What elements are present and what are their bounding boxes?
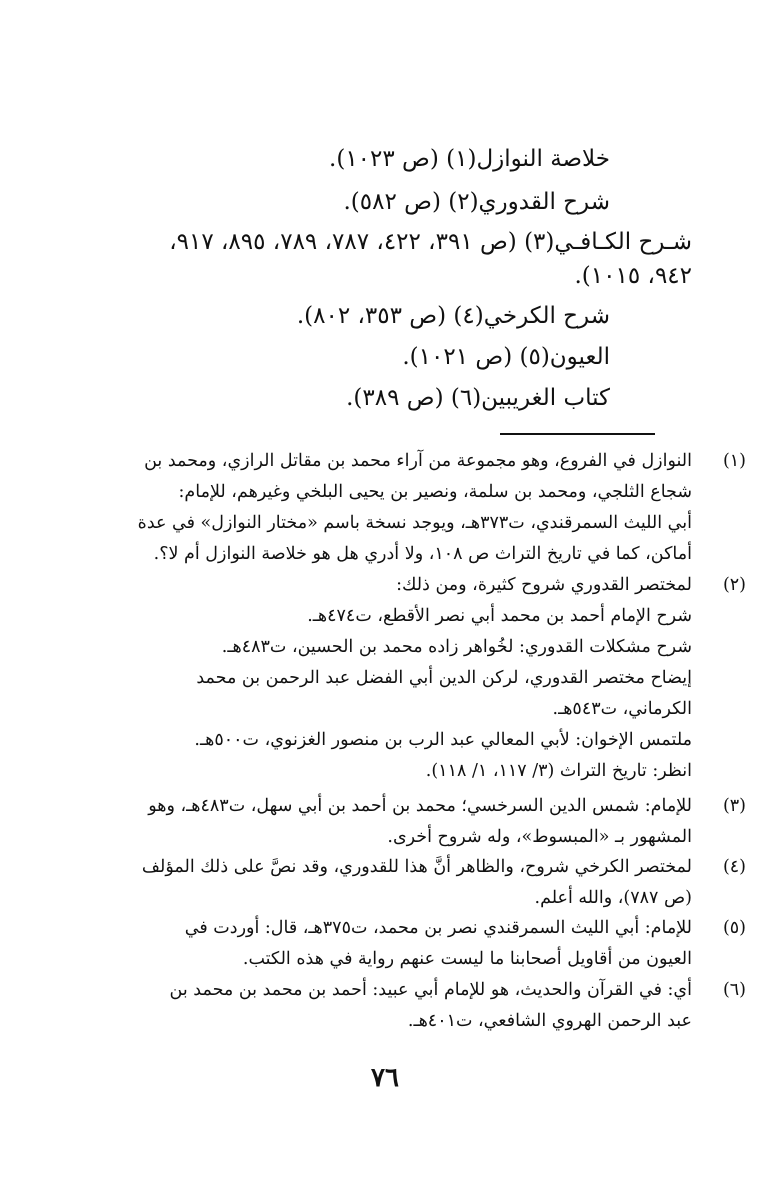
- main-line-3-continued: ٩٤٢، ١٠١٥).: [574, 263, 692, 289]
- footnote-line: للإمام: أبي الليث السمرقندي نصر بن محمد، ت٣٧٥هـ، قال: أوردت في: [184, 918, 692, 938]
- main-line-1: خلاصة النوازل(١) (ص ١٠٢٣).: [329, 146, 610, 172]
- footnote-line: شجاع الثلجي، ومحمد بن سلمة، ونصير بن يحيى البلخي وغيرهم، للإمام:: [178, 482, 692, 502]
- page-number: ٧٦: [371, 1063, 399, 1093]
- footnote-1: [62, 446, 746, 570]
- footnote-line: المشهور بـ «المبسوط»، وله شروح أخرى.: [387, 827, 692, 847]
- footnote-2: [62, 570, 746, 787]
- footnote-line: للإمام: شمس الدين السرخسي؛ محمد بن أحمد بن أبي سهل، ت٤٨٣هـ، وهو: [148, 796, 692, 816]
- footnote-number: (٦): [722, 980, 746, 1000]
- main-line-3: شـرح الكـافـي(٣) (ص ٣٩١، ٤٢٢، ٧٨٧، ٧٨٩، ٨٩٥، ٩١٧،: [169, 229, 692, 255]
- footnote-6: [62, 975, 746, 1037]
- footnote-line: النوازل في الفروع، وهو مجموعة من آراء محمد بن مقاتل الرازي، ومحمد بن: [144, 451, 692, 471]
- footnote-number: (١): [722, 451, 746, 471]
- footnote-line: عبد الرحمن الهروي الشافعي، ت٤٠١هـ.: [407, 1011, 692, 1031]
- footnote-4: [62, 852, 746, 914]
- footnote-line: العيون من أقاويل أصحابنا ما ليست عنهم رواية في هذه الكتب.: [242, 949, 692, 969]
- footnote-5: [62, 913, 746, 975]
- footnote-separator: [500, 433, 655, 435]
- main-line-5: العيون(٥) (ص ١٠٢١).: [402, 344, 610, 370]
- footnote-line: لمختصر الكرخي شروح، والظاهر أنَّ هذا للقدوري، وقد نصَّ على ذلك المؤلف: [141, 857, 692, 877]
- main-line-4: شرح الكرخي(٤) (ص ٣٥٣، ٨٠٢).: [296, 303, 610, 329]
- footnote-3: [62, 791, 746, 853]
- footnote-number: (٢): [722, 575, 746, 595]
- footnote-line: ملتمس الإخوان: لأبي المعالي عبد الرب بن منصور الغزنوي، ت٥٠٠هـ.: [194, 730, 692, 750]
- footnote-line: الكرماني، ت٥٤٣هـ.: [552, 699, 692, 719]
- footnote-line: أي: في القرآن والحديث، هو للإمام أبي عبيد: أحمد بن محمد بن محمد بن: [169, 980, 692, 1000]
- footnote-line: شرح الإمام أحمد بن محمد أبي نصر الأقطع، ت٤٧٤هـ.: [307, 606, 692, 626]
- main-line-6: كتاب الغريبين(٦) (ص ٣٨٩).: [346, 385, 610, 411]
- footnote-line: أبي الليث السمرقندي، ت٣٧٣هـ، ويوجد نسخة باسم «مختار النوازل» في عدة: [137, 513, 692, 533]
- footnote-line: أماكن، كما في تاريخ التراث ص ١٠٨، ولا أدري هل هو خلاصة النوازل أم لا؟.: [153, 544, 692, 564]
- footnote-line: شرح مشكلات القدوري: لخُواهر زاده محمد بن الحسين، ت٤٨٣هـ.: [221, 637, 692, 657]
- footnote-number: (٣): [722, 796, 746, 816]
- footnote-number: (٥): [722, 918, 746, 938]
- footnote-line: إيضاح مختصر القدوري، لركن الدين أبي الفضل عبد الرحمن بن محمد: [196, 668, 692, 688]
- footnote-number: (٤): [722, 857, 746, 877]
- main-line-2: شرح القدوري(٢) (ص ٥٨٢).: [343, 189, 610, 215]
- footnote-line: انظر: تاريخ التراث (٣/ ١١٧، ١/ ١١٨).: [425, 761, 692, 781]
- footnote-line: (ص ٧٨٧)، والله أعلم.: [534, 888, 692, 908]
- footnote-line: لمختصر القدوري شروح كثيرة، ومن ذلك:: [396, 575, 692, 595]
